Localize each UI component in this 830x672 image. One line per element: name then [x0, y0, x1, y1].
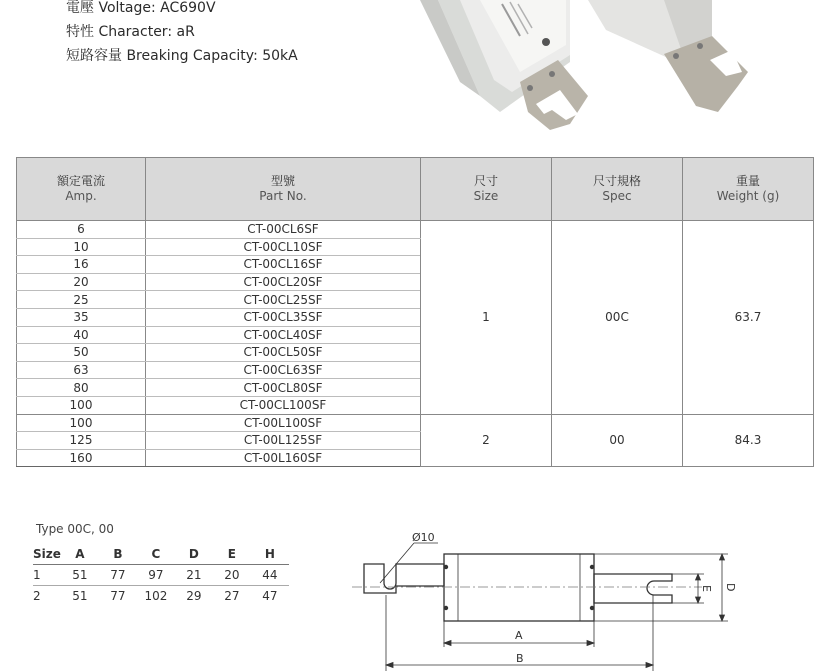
fuse-product-photo	[420, 0, 750, 135]
dim-cell: 27	[224, 589, 240, 603]
part-number-cell: CT-00CL50SF	[146, 344, 421, 362]
header-spec	[552, 158, 683, 221]
dimension-type-caption: Type 00C, 00	[36, 522, 114, 536]
amp-cell: 50	[17, 344, 146, 362]
part-number-cell: CT-00L125SF	[146, 432, 421, 450]
part-number-cell: CT-00CL10SF	[146, 238, 421, 256]
dim-header-d: D	[175, 544, 213, 565]
header-weight-zh: 重量	[735, 174, 760, 188]
part-number-cell: CT-00CL35SF	[146, 308, 421, 326]
dim-header-e: E	[213, 544, 251, 565]
part-number-cell: CT-00CL20SF	[146, 273, 421, 291]
weight-cell: 84.3	[683, 414, 814, 467]
dim-cell: 77	[99, 565, 137, 586]
header-part-no	[146, 158, 421, 221]
dimension-label-b: B	[516, 652, 524, 665]
weight-cell: 63.7	[683, 221, 814, 415]
header-weight-en: Weight (g)	[716, 189, 780, 203]
spec-list	[66, 0, 298, 68]
dim-cell: 29	[186, 589, 202, 603]
amp-cell: 25	[17, 291, 146, 309]
fuse-right-image	[588, 0, 748, 112]
amp-cell: 35	[17, 308, 146, 326]
fuse-spec-table	[16, 157, 814, 467]
part-number-cell: CT-00L160SF	[146, 449, 421, 467]
dim-header-h: H	[251, 544, 289, 565]
header-amp-zh: 額定電流	[56, 174, 105, 188]
spec-breaking-capacity: 短路容量 Breaking Capacity: 50kA	[66, 48, 298, 64]
header-size-en: Size	[473, 189, 499, 203]
left-blade	[364, 564, 444, 593]
amp-cell: 80	[17, 379, 146, 397]
spec-cell: 00C	[552, 221, 683, 415]
header-size-zh: 尺寸	[473, 174, 498, 188]
part-number-cell: CT-00CL16SF	[146, 256, 421, 274]
part-number-cell: CT-00CL100SF	[146, 396, 421, 414]
dim-cell: 97	[137, 565, 175, 586]
dimension-row	[33, 586, 289, 607]
amp-cell: 63	[17, 361, 146, 379]
header-amp-en: Amp.	[65, 189, 97, 203]
header-weight	[683, 158, 814, 221]
fuse-body	[444, 554, 594, 621]
dim-cell: 2	[33, 589, 41, 603]
fuse-dimension-drawing	[340, 525, 760, 672]
header-part-no-en: Part No.	[259, 189, 307, 203]
spec-voltage: 電壓 Voltage: AC690V	[66, 0, 216, 16]
dim-header-size: Size	[33, 544, 61, 565]
dim-cell: 51	[61, 565, 99, 586]
hole-diameter-label: Ø10	[412, 531, 435, 544]
dim-cell: 77	[110, 589, 126, 603]
header-size	[421, 158, 552, 221]
header-part-no-zh: 型號	[270, 174, 295, 188]
part-number-cell: CT-00CL6SF	[146, 221, 421, 239]
dimension-header-row	[33, 544, 289, 565]
amp-cell: 20	[17, 273, 146, 291]
dim-cell: 47	[262, 589, 278, 603]
amp-cell: 100	[17, 396, 146, 414]
dimension-table	[33, 544, 289, 606]
part-number-cell: CT-00CL25SF	[146, 291, 421, 309]
dim-header-a: A	[61, 544, 99, 565]
amp-cell: 10	[17, 238, 146, 256]
dimension-label-e: E	[700, 585, 713, 592]
dim-cell: 44	[251, 565, 289, 586]
size-cell: 1	[421, 221, 552, 415]
dimension-row	[33, 565, 289, 586]
dim-cell: 1	[33, 565, 61, 586]
part-number-cell: CT-00L100SF	[146, 414, 421, 432]
fuse-left-image	[420, 0, 588, 130]
size-cell: 2	[421, 414, 552, 467]
amp-cell: 16	[17, 256, 146, 274]
dimension-label-d: D	[724, 583, 737, 592]
dim-header-b: B	[99, 544, 137, 565]
amp-cell: 125	[17, 432, 146, 450]
dim-cell: 21	[175, 565, 213, 586]
table-row	[17, 221, 814, 239]
part-number-cell: CT-00CL80SF	[146, 379, 421, 397]
header-amp	[17, 158, 146, 221]
spec-character: 特性 Character: aR	[66, 24, 195, 40]
header-spec-en: Spec	[602, 189, 632, 203]
amp-cell: 40	[17, 326, 146, 344]
dim-cell: 51	[72, 589, 88, 603]
dimension-label-a: A	[515, 629, 523, 642]
amp-cell: 160	[17, 449, 146, 467]
header-spec-zh: 尺寸規格	[592, 174, 641, 188]
part-number-cell: CT-00CL40SF	[146, 326, 421, 344]
right-blade	[594, 574, 672, 603]
amp-cell: 100	[17, 414, 146, 432]
dim-cell: 102	[144, 589, 168, 603]
spec-cell: 00	[552, 414, 683, 467]
table-row	[17, 414, 814, 432]
table-header-row	[17, 158, 814, 221]
part-number-cell: CT-00CL63SF	[146, 361, 421, 379]
amp-cell: 6	[17, 221, 146, 239]
dim-cell: 20	[213, 565, 251, 586]
dim-header-c: C	[137, 544, 175, 565]
